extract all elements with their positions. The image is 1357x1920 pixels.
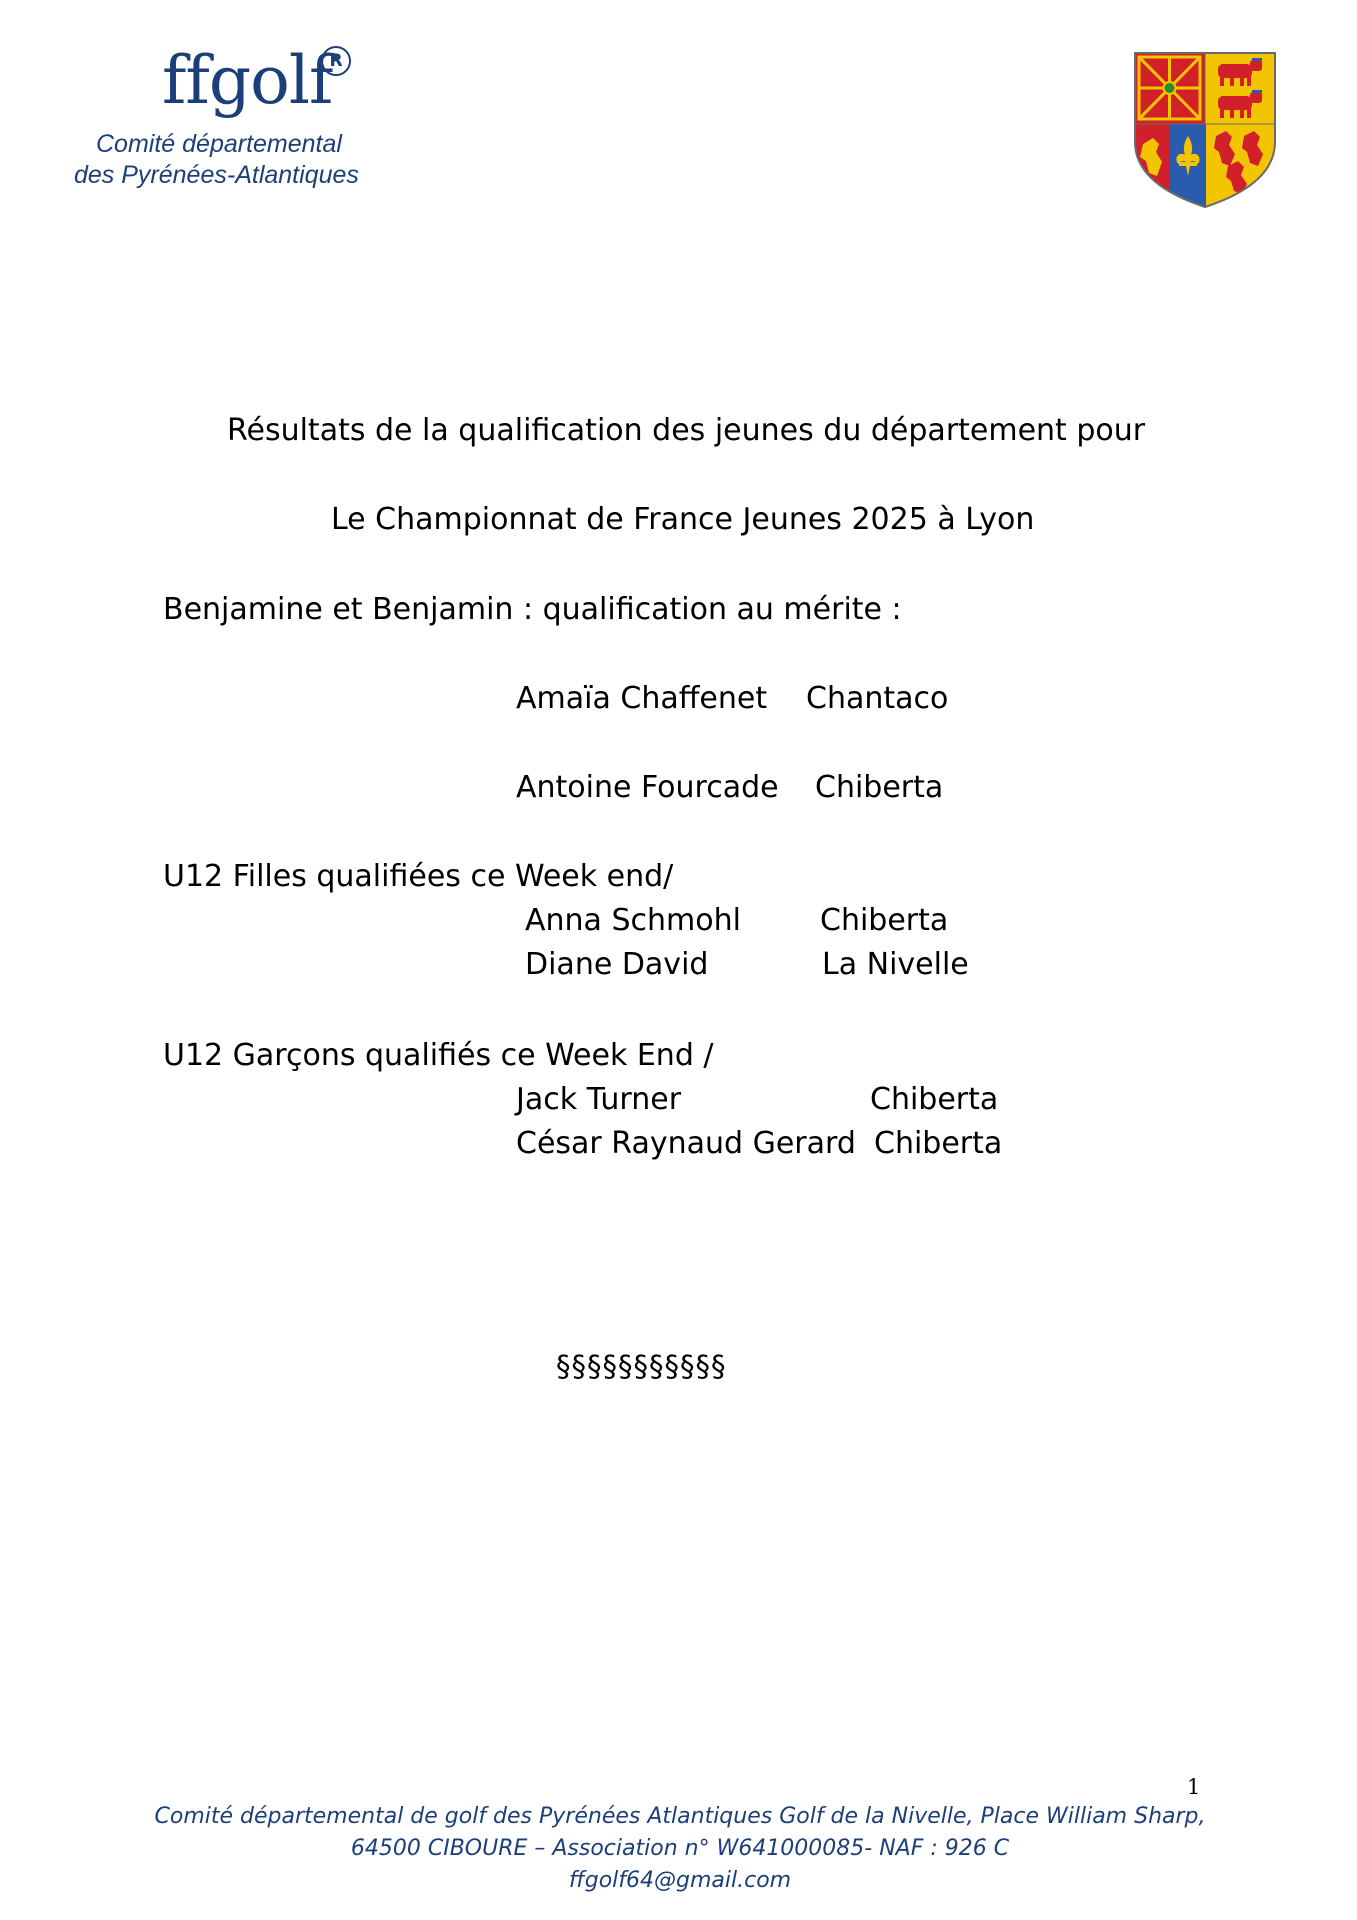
qualifier-club: Chiberta bbox=[870, 1082, 999, 1117]
footer-address-line2: 64500 CIBOURE – Association n° W641000085- NAF : 926 C bbox=[350, 1836, 1010, 1861]
document-title-line2: Le Championnat de France Jeunes 2025 à Lyon bbox=[331, 502, 1035, 537]
qualifier-name: Jack Turner bbox=[516, 1082, 682, 1117]
section-heading-u12-girls: U12 Filles qualifiées ce Week end/ bbox=[163, 859, 674, 894]
qualifier-name: César Raynaud Gerard bbox=[516, 1126, 856, 1161]
section-heading-benjamins: Benjamine et Benjamin : qualification au mérite : bbox=[163, 592, 902, 627]
coat-of-arms-icon bbox=[1134, 52, 1276, 208]
logo-subtitle-line1: Comité départemental bbox=[96, 130, 342, 158]
footer-address-line1: Comité départemental de golf des Pyrénées Atlantiques Golf de la Nivelle, Place William Sharp, bbox=[154, 1804, 1206, 1829]
qualifier-name: Anna Schmohl bbox=[525, 903, 741, 938]
qualifier-club: Chantaco bbox=[806, 681, 949, 716]
document-title-line1: Résultats de la qualification des jeunes du département pour bbox=[227, 413, 1146, 448]
section-separator: §§§§§§§§§§§ bbox=[556, 1349, 727, 1383]
ffgolf-logo: ffgolf bbox=[162, 42, 333, 119]
qualifier-name: Antoine Fourcade bbox=[516, 770, 779, 805]
qualifier-club: Chiberta bbox=[820, 903, 949, 938]
section-heading-u12-boys: U12 Garçons qualifiés ce Week End / bbox=[163, 1038, 714, 1073]
logo-subtitle-line2: des Pyrénées-Atlantiques bbox=[74, 161, 359, 189]
qualifier-name: Amaïa Chaffenet bbox=[516, 681, 768, 716]
qualifier-name: Diane David bbox=[525, 947, 709, 982]
page-number: 1 bbox=[1187, 1775, 1201, 1799]
qualifier-club: Chiberta bbox=[874, 1126, 1003, 1161]
qualifier-club: Chiberta bbox=[815, 770, 944, 805]
registered-mark-icon: R bbox=[321, 46, 351, 76]
footer-email: ffgolf64@gmail.com bbox=[568, 1868, 792, 1893]
qualifier-club: La Nivelle bbox=[822, 947, 969, 982]
